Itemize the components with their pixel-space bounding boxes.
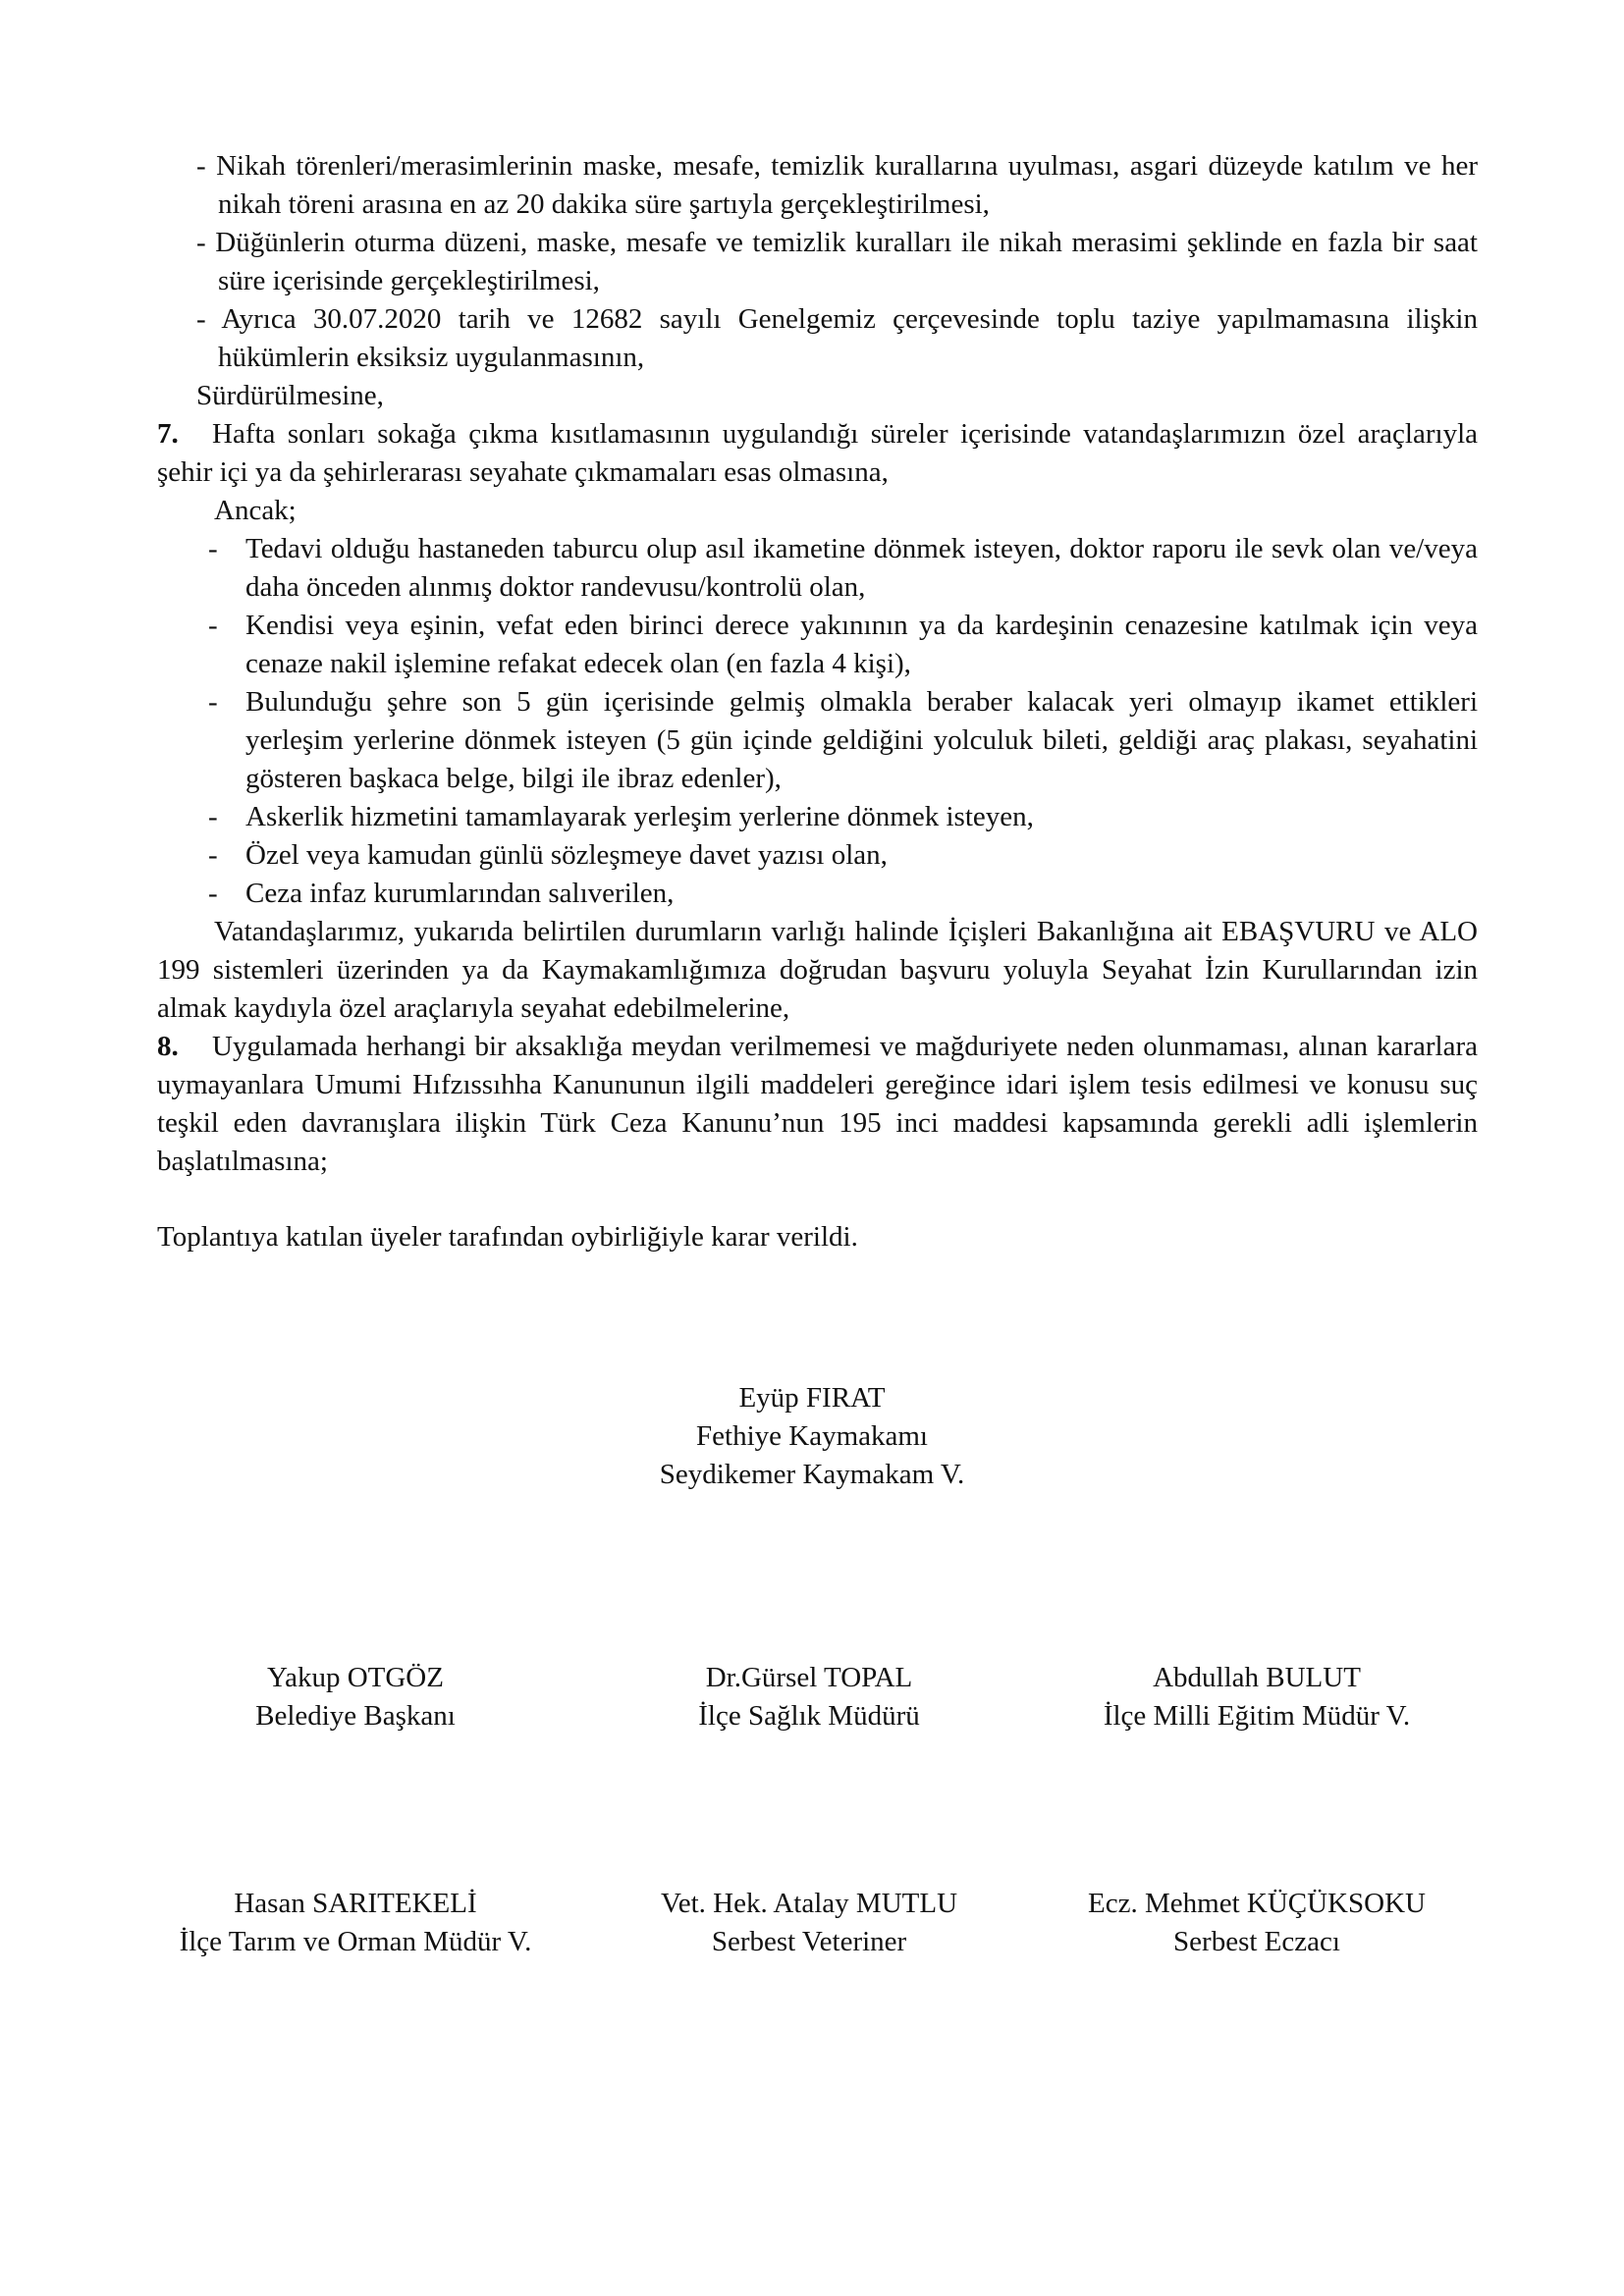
dash-marker: - [208,610,218,641]
signatory-title: Serbest Veteriner [711,1926,907,1957]
chair-signature-block [0,1379,1624,1494]
signatory-title: Belediye Başkanı [255,1700,456,1732]
dash-marker: - [208,801,218,832]
dash-marker: - [208,533,218,564]
list-item: - Tedavi olduğu hastaneden taburcu olup asıl ikametine dönmek isteyen, doktor raporu ile sevk olan ve/veya daha önceden alınmış doktor randevusu/kontrolü olan, [208,530,1478,607]
signatory-title: İlçe Tarım ve Orman Müdür V. [179,1926,532,1957]
list-item: - Ayrıca 30.07.2020 tarih ve 12682 sayılı Genelgemiz çerçevesinde toplu taziye yapılmamasına ilişkin hükümlerin eksiksiz uygulanmasının, [196,303,1478,373]
item-7-closing-paragraph: Vatandaşlarımız, yukarıda belirtilen durumların varlığı halinde İçişleri Bakanlığına ait EBAŞVURU ve ALO 199 sistemleri üzerinden ya da Kaymakamlığımıza doğrudan başvuru yoluyla Seyahat İzin Kurullarından izin almak kaydıyla özel araçlarıyla seyahat edebilmelerine, [157,916,1478,1024]
item-number: 7. [157,418,179,450]
list-item: - Ceza infaz kurumlarından salıverilen, [208,875,1478,913]
signatory-name: Dr.Gürsel TOPAL [705,1662,913,1693]
ceremony-rules-list [196,147,1478,377]
list-item: - Nikah törenleri/merasimlerinin maske, mesafe, temizlik kurallarına uyulması, asgari düzeyde katılım ve her nikah töreni arasına en az 20 dakika süre şartıyla gerçekleştirilmesi, [196,150,1478,220]
signature-block [130,1659,581,1735]
list-item: - Düğünlerin oturma düzeni, maske, mesafe ve temizlik kuralları ile nikah merasimi şeklinde en fazla bir saat süre içerisinde gerçekleştirilmesi, [196,227,1478,296]
exception-list [208,530,1478,913]
item-text: Uygulamada herhangi bir aksaklığa meydan verilmemesi ve mağduriyete neden olunmaması, alınan kararlara uymayanlara Umumi Hıfzıssıhha Kanununun ilgili maddeleri gereğince idari işlem tesis edilmesi ve konusu suç teşkil eden davranışlara ilişkin Türk Ceza Kanunu’nun 195 inci maddesi kapsamında gerekli adli işlemlerin başlatılmasına; [157,1031,1478,1177]
signatory-title: İlçe Milli Eğitim Müdür V. [1103,1700,1411,1732]
signature-block [583,1885,1035,1961]
signatory-name: Abdullah BULUT [1153,1662,1361,1693]
signatory-name: Yakup OTGÖZ [267,1662,444,1693]
signatory-title: Seydikemer Kaymakam V. [659,1459,965,1490]
signature-block [583,1659,1035,1735]
list-item: - Kendisi veya eşinin, vefat eden birinci derece yakınının ya da kardeşinin cenazesine katılmak için veya cenaze nakil işlemine refakat edecek olan (en fazla 4 kişi), [208,607,1478,683]
decision-statement: Toplantıya katılan üyeler tarafından oybirliğiyle karar verildi. [157,1221,858,1253]
signatory-title: Serbest Eczacı [1173,1926,1340,1957]
item-number: 8. [157,1031,179,1062]
signatory-name: Ecz. Mehmet KÜÇÜKSOKU [1088,1888,1426,1919]
dash-marker: - [208,686,218,718]
signatory-name: Hasan SARITEKELİ [234,1888,477,1919]
list-item: - Özel veya kamudan günlü sözleşmeye davet yazısı olan, [208,836,1478,875]
signature-block [1031,1659,1483,1735]
item-8-paragraph [157,1028,1478,1181]
signature-block [130,1885,581,1961]
list-item: - Bulunduğu şehre son 5 gün içerisinde gelmiş olmakla beraber kalacak yeri olmayıp ikamet ettikleri yerleşim yerlerine dönmek isteyen (5 gün içinde geldiğini yolculuk bileti, geldiği araç plakası, seyahatini gösteren başkaca belge, bilgi ile ibraz edenler), [208,683,1478,798]
item-7-paragraph [157,415,1478,492]
dash-marker: - [208,878,218,909]
signatory-title: İlçe Sağlık Müdürü [698,1700,920,1732]
document-body [157,147,1478,1256]
signatory-name: Vet. Hek. Atalay MUTLU [660,1888,958,1919]
list-item: - Askerlik hizmetini tamamlayarak yerleşim yerlerine dönmek isteyen, [208,798,1478,836]
dash-marker: - [208,839,218,871]
item-text: Hafta sonları sokağa çıkma kısıtlamasının uygulandığı süreler içerisinde vatandaşlarımızın özel araçlarıyla şehir içi ya da şehirlerarası seyahate çıkmamaları esas olmasına, [157,418,1478,488]
list-closing-text: Sürdürülmesine, [196,380,384,411]
signature-block [1031,1885,1483,1961]
signatory-name: Eyüp FIRAT [738,1382,886,1414]
signatory-title: Fethiye Kaymakamı [696,1420,928,1452]
ancak-label: Ancak; [214,495,297,526]
